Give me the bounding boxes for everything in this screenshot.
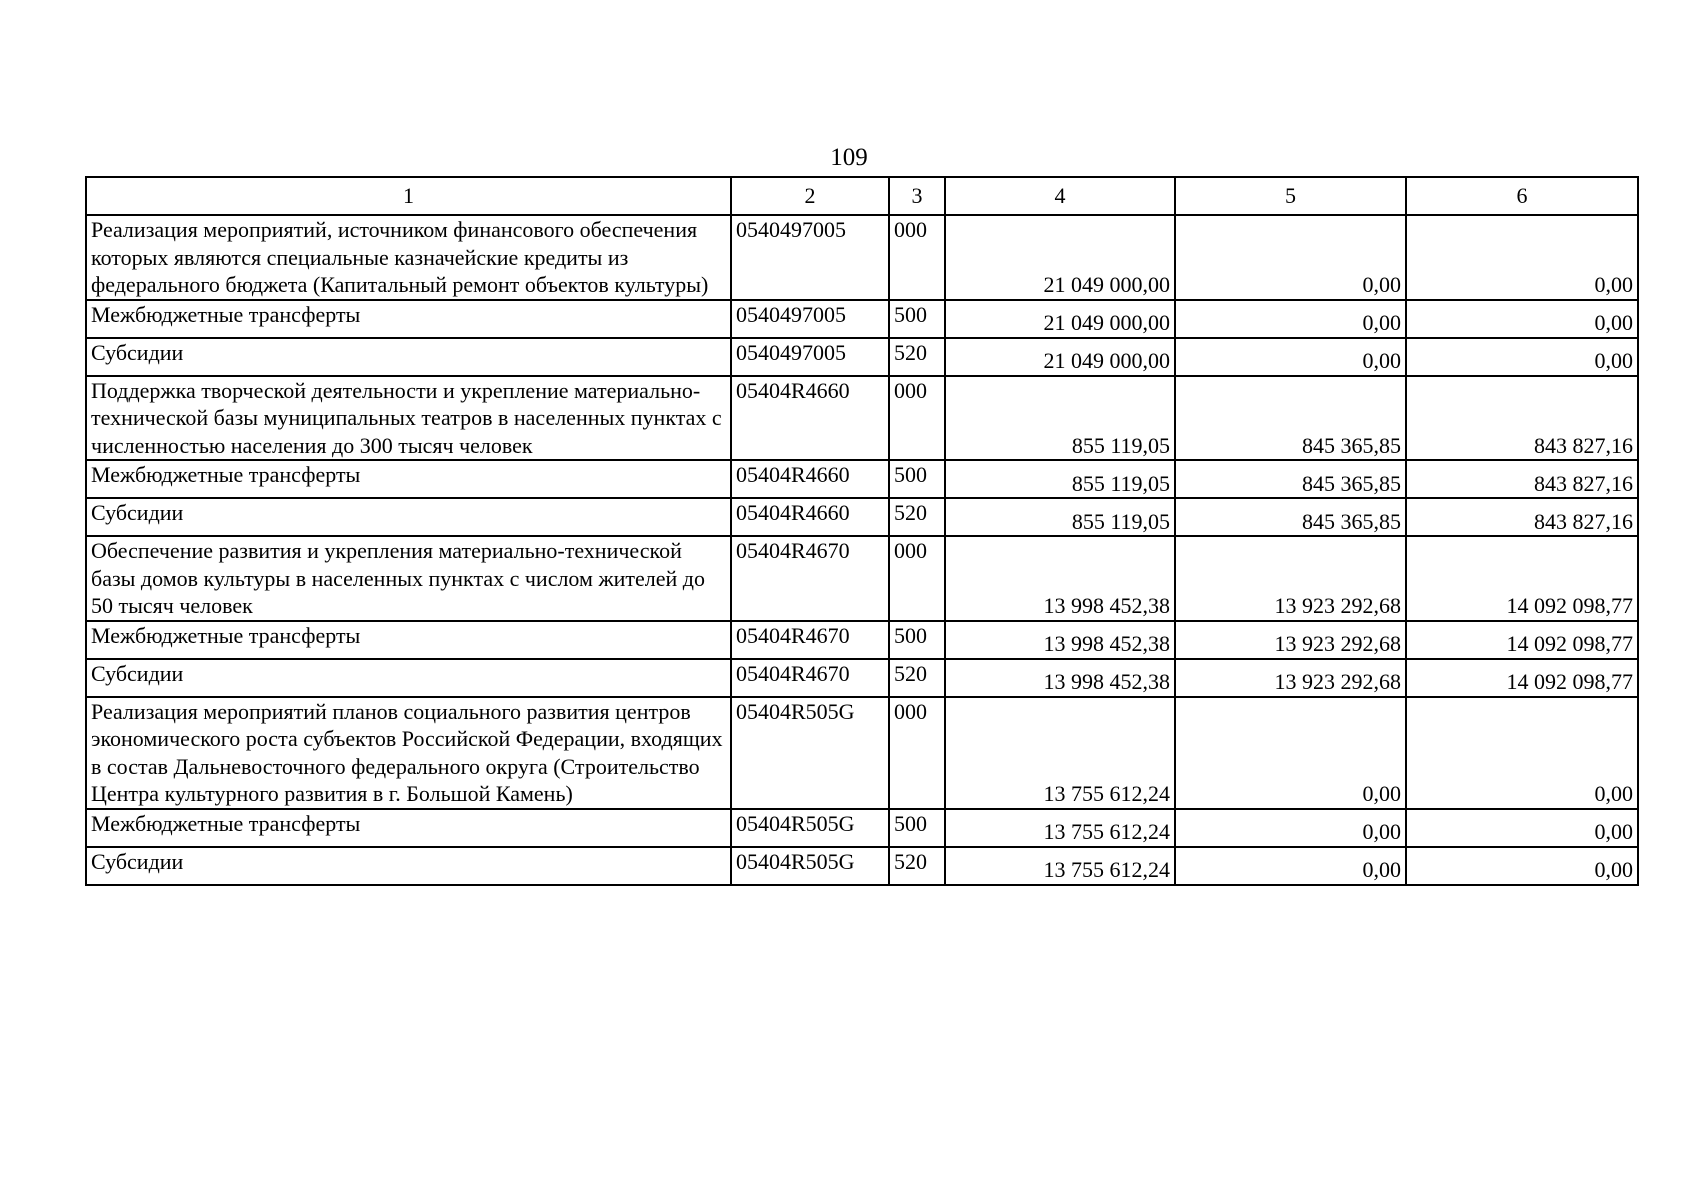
table-row: [86, 338, 1638, 376]
row-expense-type: 000: [889, 536, 945, 621]
row-amount-col6: 843 827,16: [1406, 460, 1638, 498]
row-expense-type: 520: [889, 338, 945, 376]
header-cell-2: 2: [731, 177, 889, 215]
row-name: Реализация мероприятий планов социального развития центров экономического роста субъектов Российской Федерации, входящих в состав Дальневосточного федерального округа (Строительство Центра культурного развития в г. Большой Камень): [86, 697, 731, 809]
row-name: Обеспечение развития и укрепления материально-технической базы домов культуры в населенных пунктах с числом жителей до 50 тысяч человек: [86, 536, 731, 621]
row-expense-type: 000: [889, 215, 945, 300]
row-target-code: 0540497005: [731, 338, 889, 376]
row-expense-type: 520: [889, 659, 945, 697]
table-row: [86, 536, 1638, 621]
table-row: [86, 460, 1638, 498]
table-row: [86, 498, 1638, 536]
row-amount-col4: 855 119,05: [945, 460, 1175, 498]
row-amount-col6: 14 092 098,77: [1406, 536, 1638, 621]
row-name: Субсидии: [86, 659, 731, 697]
row-amount-col6: 843 827,16: [1406, 376, 1638, 461]
row-amount-col5: 845 365,85: [1175, 498, 1406, 536]
row-amount-col6: 0,00: [1406, 847, 1638, 885]
table-row: [86, 215, 1638, 300]
table-row: [86, 300, 1638, 338]
row-name: Реализация мероприятий, источником финансового обеспечения которых являются специальные казначейские кредиты из федерального бюджета (Капитальный ремонт объектов культуры): [86, 215, 731, 300]
row-name: Межбюджетные трансферты: [86, 300, 731, 338]
row-amount-col5: 0,00: [1175, 300, 1406, 338]
row-amount-col4: 13 998 452,38: [945, 659, 1175, 697]
row-name: Поддержка творческой деятельности и укрепление материально-технической базы муниципальных театров в населенных пунктах с численностью населения до 300 тысяч человек: [86, 376, 731, 461]
row-target-code: 0540497005: [731, 215, 889, 300]
row-amount-col6: 0,00: [1406, 338, 1638, 376]
row-expense-type: 500: [889, 300, 945, 338]
row-target-code: 05404R4660: [731, 460, 889, 498]
row-amount-col6: 0,00: [1406, 300, 1638, 338]
row-amount-col6: 14 092 098,77: [1406, 621, 1638, 659]
row-target-code: 05404R4660: [731, 376, 889, 461]
table-row: [86, 659, 1638, 697]
row-amount-col5: 0,00: [1175, 338, 1406, 376]
header-cell-4: 4: [945, 177, 1175, 215]
header-cell-5: 5: [1175, 177, 1406, 215]
row-expense-type: 520: [889, 847, 945, 885]
row-amount-col5: 0,00: [1175, 847, 1406, 885]
table-row: [86, 847, 1638, 885]
row-amount-col5: 845 365,85: [1175, 460, 1406, 498]
row-amount-col4: 13 998 452,38: [945, 621, 1175, 659]
row-amount-col4: 13 755 612,24: [945, 697, 1175, 809]
header-row: [86, 177, 1638, 215]
row-amount-col5: 13 923 292,68: [1175, 659, 1406, 697]
row-target-code: 05404R4670: [731, 621, 889, 659]
row-name: Межбюджетные трансферты: [86, 621, 731, 659]
row-amount-col5: 845 365,85: [1175, 376, 1406, 461]
row-amount-col4: 13 755 612,24: [945, 809, 1175, 847]
row-target-code: 05404R4660: [731, 498, 889, 536]
row-amount-col5: 0,00: [1175, 215, 1406, 300]
row-name: Субсидии: [86, 847, 731, 885]
row-amount-col4: 855 119,05: [945, 376, 1175, 461]
row-target-code: 05404R4670: [731, 659, 889, 697]
row-expense-type: 500: [889, 460, 945, 498]
row-amount-col6: 843 827,16: [1406, 498, 1638, 536]
row-amount-col4: 13 755 612,24: [945, 847, 1175, 885]
row-amount-col4: 21 049 000,00: [945, 215, 1175, 300]
row-amount-col5: 13 923 292,68: [1175, 621, 1406, 659]
row-target-code: 05404R4670: [731, 536, 889, 621]
row-target-code: 05404R505G: [731, 809, 889, 847]
row-target-code: 05404R505G: [731, 697, 889, 809]
row-amount-col5: 0,00: [1175, 809, 1406, 847]
table-row: [86, 809, 1638, 847]
row-amount-col4: 855 119,05: [945, 498, 1175, 536]
row-name: Субсидии: [86, 498, 731, 536]
row-target-code: 0540497005: [731, 300, 889, 338]
header-cell-6: 6: [1406, 177, 1638, 215]
row-expense-type: 500: [889, 621, 945, 659]
row-amount-col6: 0,00: [1406, 697, 1638, 809]
row-amount-col6: 0,00: [1406, 809, 1638, 847]
row-expense-type: 000: [889, 376, 945, 461]
row-expense-type: 500: [889, 809, 945, 847]
row-expense-type: 000: [889, 697, 945, 809]
row-amount-col5: 13 923 292,68: [1175, 536, 1406, 621]
row-expense-type: 520: [889, 498, 945, 536]
row-target-code: 05404R505G: [731, 847, 889, 885]
table-row: [86, 621, 1638, 659]
row-name: Межбюджетные трансферты: [86, 460, 731, 498]
table-row: [86, 697, 1638, 809]
header-cell-3: 3: [889, 177, 945, 215]
row-amount-col6: 0,00: [1406, 215, 1638, 300]
table-row: [86, 376, 1638, 461]
row-name: Субсидии: [86, 338, 731, 376]
page-number: 109: [830, 144, 868, 171]
row-amount-col4: 13 998 452,38: [945, 536, 1175, 621]
row-name: Межбюджетные трансферты: [86, 809, 731, 847]
row-amount-col4: 21 049 000,00: [945, 300, 1175, 338]
row-amount-col5: 0,00: [1175, 697, 1406, 809]
budget-table: [85, 176, 1639, 886]
header-cell-1: 1: [86, 177, 731, 215]
row-amount-col4: 21 049 000,00: [945, 338, 1175, 376]
row-amount-col6: 14 092 098,77: [1406, 659, 1638, 697]
